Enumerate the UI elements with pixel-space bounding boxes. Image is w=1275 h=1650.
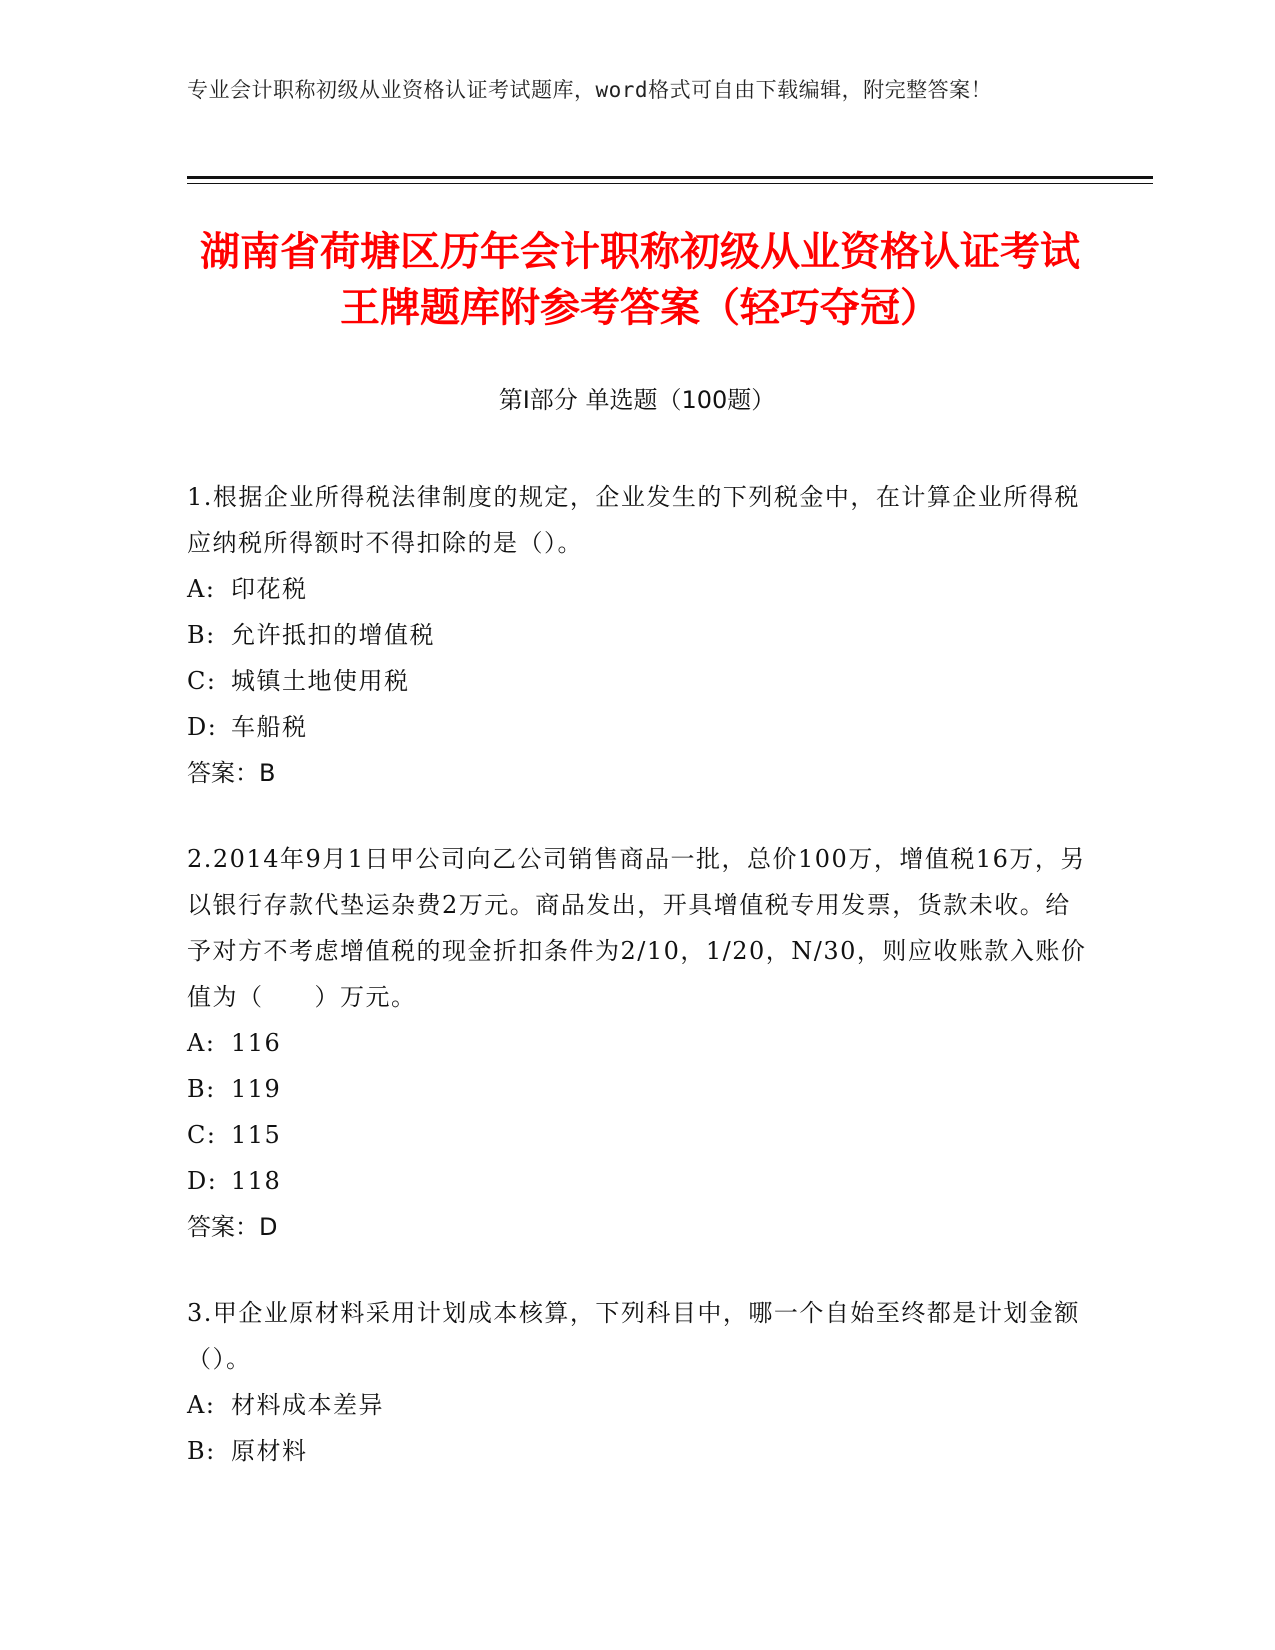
option-a — [187, 566, 1087, 612]
option-text: 允许抵扣的增值税 — [231, 621, 435, 649]
option-text: 118 — [231, 1167, 282, 1195]
option-letter: B: — [187, 621, 216, 649]
option-letter: B: — [187, 1075, 216, 1103]
option-c — [187, 658, 1087, 704]
option-letter: A: — [187, 1029, 216, 1057]
option-b — [187, 612, 1087, 658]
option-a — [187, 1020, 1087, 1066]
question-answer: 答案：D — [187, 1213, 278, 1241]
option-letter: C: — [187, 667, 217, 695]
question-3 — [187, 1290, 1087, 1474]
option-b — [187, 1428, 1087, 1474]
question-1 — [187, 474, 1087, 796]
option-a — [187, 1382, 1087, 1428]
option-text: 116 — [231, 1029, 282, 1057]
header-note: 专业会计职称初级从业资格认证考试题库，word格式可自由下载编辑，附完整答案！ — [187, 78, 993, 102]
option-letter: A: — [187, 1391, 216, 1419]
option-text: 城镇土地使用税 — [231, 667, 410, 695]
option-d — [187, 1158, 1087, 1204]
option-letter: A: — [187, 575, 216, 603]
option-text: 材料成本差异 — [231, 1391, 384, 1419]
question-2 — [187, 836, 1087, 1250]
question-stem: 3.甲企业原材料采用计划成本核算，下列科目中，哪一个自始至终都是计划金额（）。 — [187, 1299, 1080, 1373]
option-text: 印花税 — [231, 575, 308, 603]
question-answer: 答案：B — [187, 759, 276, 787]
section-title: 第Ⅰ部分 单选题（100题） — [498, 386, 776, 414]
question-list — [187, 474, 1087, 1514]
option-letter: D: — [187, 1167, 218, 1195]
option-letter: B: — [187, 1437, 216, 1465]
option-text: 车船税 — [231, 713, 308, 741]
option-text: 原材料 — [231, 1437, 308, 1465]
option-b — [187, 1066, 1087, 1112]
option-letter: C: — [187, 1121, 217, 1149]
document-title: 湖南省荷塘区历年会计职称初级从业资格认证考试王牌题库附参考答案（轻巧夺冠） — [200, 229, 1080, 331]
option-c — [187, 1112, 1087, 1158]
header-rule-thick — [187, 176, 1153, 179]
option-text: 115 — [231, 1121, 282, 1149]
option-text: 119 — [231, 1075, 282, 1103]
question-stem: 2.2014年9月1日甲公司向乙公司销售商品一批，总价100万，增值税16万，另以银行存款代垫运杂费2万元。商品发出，开具增值税专用发票，货款未收。给予对方不考虑增值税的现金折扣条件为2/10，1/20，N/30，则应收账款入账价值为（ ）万元。 — [187, 845, 1087, 1011]
option-d — [187, 704, 1087, 750]
option-letter: D: — [187, 713, 218, 741]
header-rule-thin — [187, 183, 1153, 184]
question-stem: 1.根据企业所得税法律制度的规定，企业发生的下列税金中，在计算企业所得税应纳税所得额时不得扣除的是（）。 — [187, 483, 1080, 557]
